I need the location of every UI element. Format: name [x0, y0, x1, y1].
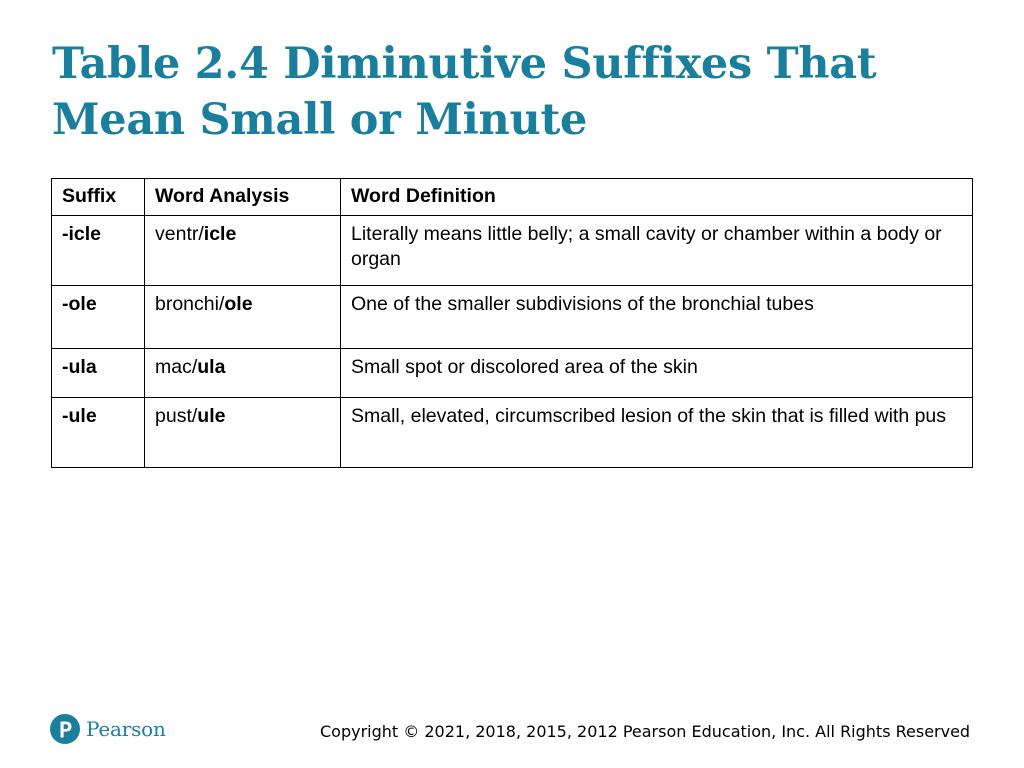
- table-row: [52, 286, 973, 349]
- column-header-suffix: Suffix: [52, 179, 145, 216]
- table-header-row: [52, 179, 973, 216]
- word-root: mac/: [155, 356, 198, 378]
- table-row: [52, 349, 973, 398]
- column-header-word-analysis: Word Analysis: [145, 179, 341, 216]
- word-definition-cell: Small spot or discolored area of the skin: [341, 349, 973, 398]
- suffix-table: [51, 178, 973, 468]
- copyright-notice: Copyright © 2021, 2018, 2015, 2012 Pearson Education, Inc. All Rights Reserved: [320, 722, 971, 741]
- suffix-cell: -icle: [52, 216, 145, 286]
- suffix-cell: -ole: [52, 286, 145, 349]
- page-title: Table 2.4 Diminutive Suffixes That Mean Small or Minute: [52, 39, 877, 145]
- word-definition-cell: One of the smaller subdivisions of the bronchial tubes: [341, 286, 973, 349]
- suffix-cell: -ula: [52, 349, 145, 398]
- word-analysis-cell: [145, 398, 341, 468]
- word-analysis-cell: [145, 349, 341, 398]
- word-root: pust/: [155, 405, 198, 427]
- table-row: [52, 216, 973, 286]
- word-definition-cell: Literally means little belly; a small cavity or chamber within a body or organ: [341, 216, 973, 286]
- suffix-cell: -ule: [52, 398, 145, 468]
- word-analysis-cell: [145, 216, 341, 286]
- word-suffix: icle: [203, 223, 237, 245]
- word-suffix: ule: [197, 405, 226, 427]
- word-suffix: ole: [224, 293, 253, 315]
- pearson-logo-icon: [50, 714, 80, 744]
- pearson-logo-text: Pearson: [86, 717, 166, 741]
- column-header-word-definition: Word Definition: [341, 179, 973, 216]
- table-row: [52, 398, 973, 468]
- word-definition-cell: Small, elevated, circumscribed lesion of the skin that is filled with pus: [341, 398, 973, 468]
- pearson-logo: [50, 714, 166, 744]
- word-root: bronchi/: [155, 293, 225, 315]
- word-root: ventr/: [155, 223, 204, 245]
- word-analysis-cell: [145, 286, 341, 349]
- word-suffix: ula: [197, 356, 226, 378]
